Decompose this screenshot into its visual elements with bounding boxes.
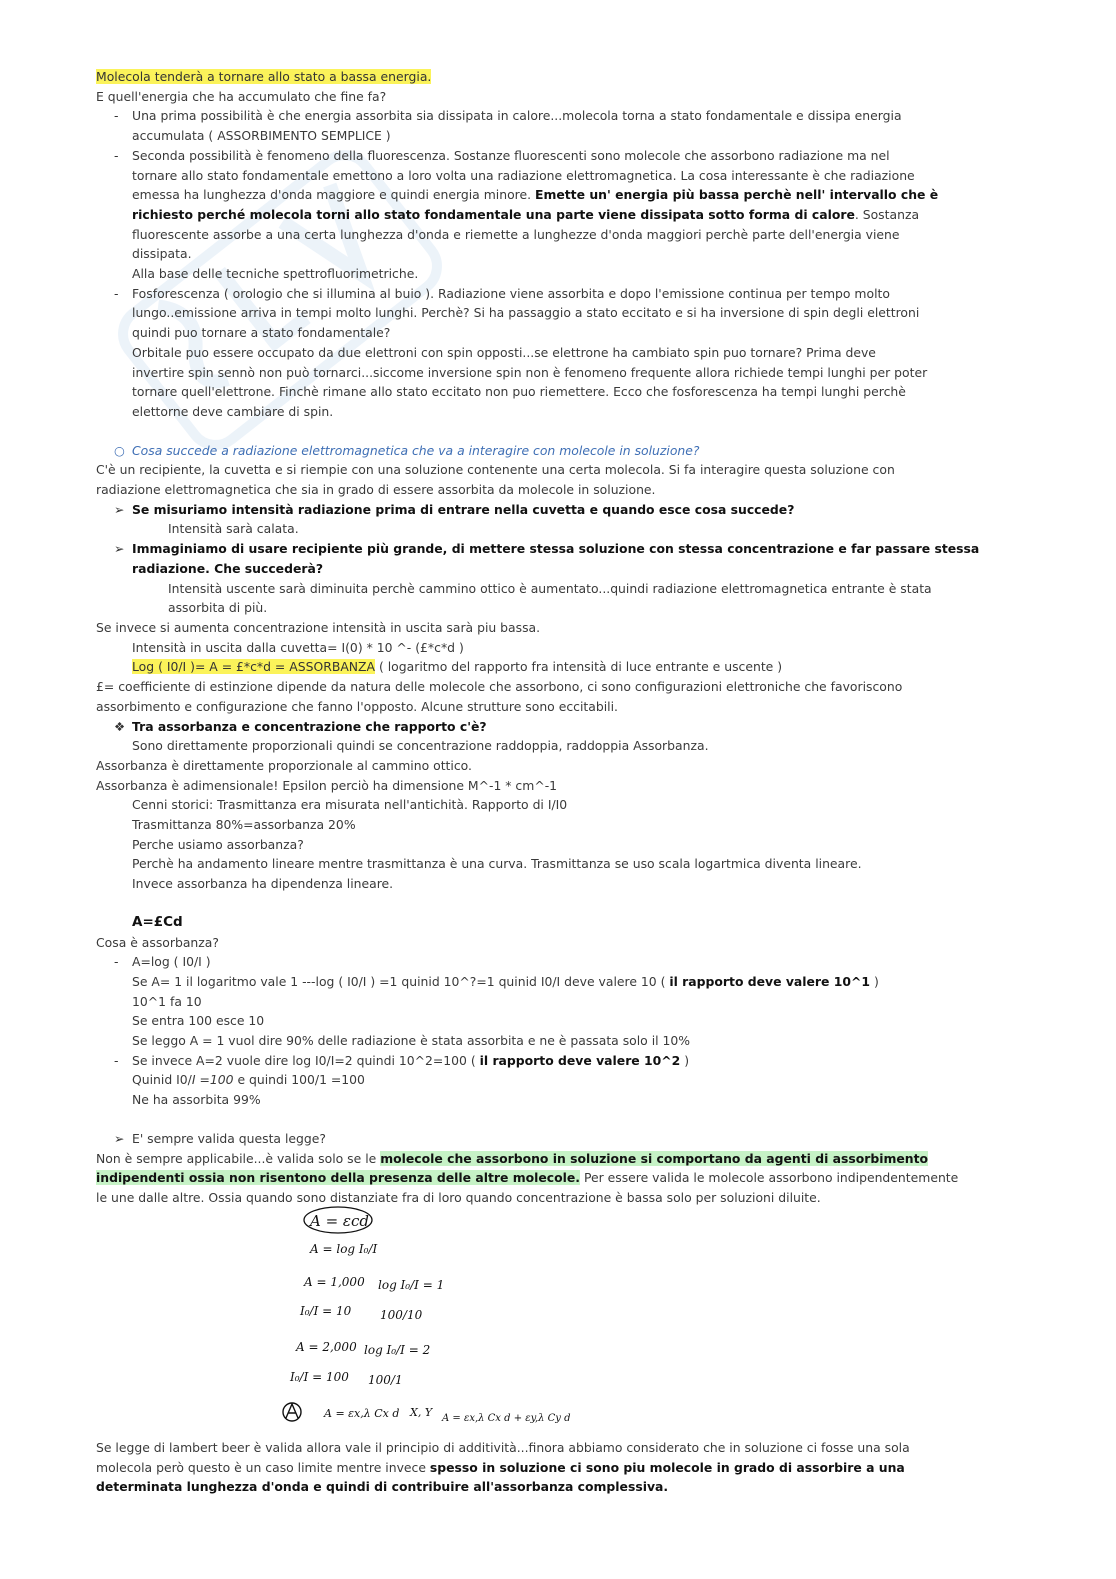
text-line: Alla base delle tecniche spettrofluorimetriche. (132, 266, 419, 282)
sub-heading (96, 441, 926, 461)
bold-question: Tra assorbanza e concentrazione che rapporto c'è? (132, 718, 487, 734)
text-line: assorbita di più. (168, 600, 268, 616)
handwritten-formula: A = log I₀/I (310, 1242, 378, 1256)
text-line: elettorne deve cambiare di spin. (132, 403, 334, 419)
handwritten-formula: A = εx,λ Cx d (324, 1407, 400, 1420)
text-span: . Sostanza (854, 206, 920, 222)
text-line: Perchè ha andamento lineare mentre trasmittanza è una curva. Trasmittanza se uso scala logartmica diventa lineare. (132, 856, 862, 872)
italic-question: Cosa succede a radiazione elettromagnetica che va a interagire con molecole in soluzione? (132, 442, 700, 458)
text-line: invertire spin sennò non può tornarci...siccome inversione spin non è fenomeno frequente allora richiede tempi lunghi per poter (132, 364, 928, 380)
diamond-bullet-icon: ❖ (114, 718, 126, 734)
list-item (96, 146, 939, 284)
arrow-bullet-icon: ➢ (114, 1130, 125, 1146)
text-span: Se invece A=2 vuole dire log I0/I=2 quindi 10^2=100 ( (132, 1052, 480, 1068)
arrow-bullet-icon: ➢ (114, 541, 125, 557)
text-line: tornare quell'elettrone. Finchè rimane allo stato eccitato non puo riemettere. Ecco che fosforescenza ha tempi lunghi perchè (132, 384, 906, 400)
list-item (96, 284, 926, 422)
text-span: molecola però questo è un caso limite mentre invece (96, 1459, 430, 1475)
bold-text: richiesto perché molecola torni allo stato fondamentale una parte viene dissipata sotto forma di calore (132, 206, 855, 222)
text-line: Sono direttamente proporzionali quindi se concentrazione raddoppia, raddoppia Assorbanza. (132, 738, 709, 754)
text-span: Se A= 1 il logaritmo vale 1 ---log ( I0/I ) =1 quinid 10^?=1 quinid I0/I deve valere 10 ( (132, 973, 670, 989)
italic-text: I =100 (191, 1072, 234, 1088)
list-item (96, 500, 926, 520)
handwritten-formula: 100/1 (368, 1373, 403, 1387)
dash-bullet-icon: - (114, 147, 119, 163)
text-line: Se invece si aumenta concentrazione intensità in uscita sarà piu bassa. (96, 619, 541, 635)
dash-bullet-icon: - (114, 285, 119, 301)
text-line: Se entra 100 esce 10 (132, 1013, 265, 1029)
closing-paragraph (96, 1438, 926, 1497)
handwritten-formula: log I₀/I = 2 (364, 1343, 431, 1357)
text-line: accumulata ( ASSORBIMENTO SEMPLICE ) (132, 128, 391, 144)
bold-text: il rapporto deve valere 10^2 (479, 1052, 681, 1068)
formula-line: Intensità in uscita dalla cuvetta= I(0) * 10 ^- (£*c*d ) (132, 639, 464, 655)
dash-bullet-icon: - (114, 1052, 119, 1068)
handwritten-formula: log I₀/I = 1 (378, 1278, 445, 1292)
handwritten-formula: X, Y (410, 1406, 433, 1419)
highlighted-bold-text: molecole che assorbono in soluzione si comportano da agenti di assorbimento (380, 1150, 929, 1166)
list-item (96, 106, 926, 145)
text-line: quindi puo tornare a stato fondamentale? (132, 325, 391, 341)
list-item (96, 1051, 926, 1110)
list-item (96, 952, 926, 1051)
handwritten-notes-image (280, 1203, 580, 1423)
text-span: ( logaritmo del rapporto fra intensità di luce entrante e uscente ) (375, 659, 783, 675)
text-line: Una prima possibilità è che energia assorbita sia dissipata in calore...molecola torna a stato fondamentale e dissipa energia (132, 108, 902, 124)
text-line: assorbimento e configurazione che fanno l'opposto. Alcune strutture sono eccitabili. (96, 698, 618, 714)
text-span: e quindi 100/1 =100 (233, 1072, 365, 1088)
text-line: 10^1 fa 10 (132, 993, 202, 1009)
text-line: radiazione elettromagnetica che sia in grado di essere assorbita da molecole in soluzione. (96, 482, 656, 498)
text-line: Trasmittanza 80%=assorbanza 20% (132, 817, 356, 833)
key-formula: A=£Cd (132, 913, 183, 930)
text-line: £= coefficiente di estinzione dipende da natura delle molecole che assorbono, ci sono configurazioni elettroniche che favoriscono (96, 679, 903, 695)
question-line: Cosa è assorbanza? (96, 934, 219, 950)
text-line: tornare allo stato fondamentale emettono a loro volta una radiazione elettromagnetica. La cosa interessante è che radiazione (132, 167, 915, 183)
text-line: Se leggo A = 1 vuol dire 90% delle radiazione è stata assorbita e ne è passata solo il 10% (132, 1033, 691, 1049)
question-energy: E quell'energia che ha accumulato che fine fa? (96, 88, 387, 104)
handwritten-formula: A = 2,000 (296, 1340, 357, 1354)
bold-text: determinata lunghezza d'onda e quindi di contribuire all'assorbanza complessiva. (96, 1479, 669, 1495)
text-line: C'è un recipiente, la cuvetta e si riempie con una soluzione contenente una certa molecola. Si fa interagire questa soluzione con (96, 462, 895, 478)
highlighted-formula: Log ( I0/I )= A = £*c*d = ASSORBANZA (132, 659, 376, 675)
text-line: Assorbanza è direttamente proporzionale al cammino ottico. (96, 757, 472, 773)
dash-bullet-icon: - (114, 954, 119, 970)
text-line: Assorbanza è adimensionale! Epsilon perciò ha dimensione M^-1 * cm^-1 (96, 777, 558, 793)
text-line: Ne ha assorbita 99% (132, 1092, 261, 1108)
bold-text: spesso in soluzione ci sono piu molecole in grado di assorbire a una (429, 1459, 905, 1475)
document-body (96, 67, 980, 1208)
text-span: Per essere valida le molecole assorbono indipendentemente (580, 1170, 959, 1186)
highlighted-sentence: Molecola tenderà a tornare allo stato a bassa energia. (96, 69, 432, 84)
bold-text: il rapporto deve valere 10^1 (669, 973, 870, 989)
list-item (96, 717, 926, 737)
text-line: Intensità uscente sarà diminuita perchè cammino ottico è aumentato...quindi radiazione elettromagnetica entrante è stata (168, 580, 932, 596)
text-line: Cenni storici: Trasmittanza era misurata nell'antichità. Rapporto di I/I0 (132, 797, 568, 813)
text-span: Quinid I0/ (132, 1072, 192, 1088)
text-line: lungo..emissione arriva in tempi molto lunghi. Perchè? Si ha passaggio a stato eccitato e si ha inversione di spin degli elettroni (132, 305, 920, 321)
dash-bullet-icon: - (114, 108, 119, 124)
bold-text: Emette un' energia più bassa perchè nell' intervallo che è (534, 187, 939, 203)
handwritten-formula: 100/10 (380, 1308, 423, 1322)
highlighted-bold-text: indipendenti ossia non risentono della presenza delle altre molecole. (96, 1170, 580, 1186)
text-line: Intensità sarà calata. (168, 521, 299, 537)
list-item (96, 539, 980, 578)
question-line: E' sempre valida questa legge? (132, 1130, 326, 1146)
text-line: fluorescente assorbe a una certa lunghezza d'onda e riemette a lunghezze d'onda maggiori perchè parte dell'energia viene (132, 226, 900, 242)
text-span: Non è sempre applicabile...è valida solo se le (96, 1150, 381, 1166)
text-line: Orbitale puo essere occupato da due elettroni con spin opposti...se elettrone ha cambiato spin puo tornare? Prima deve (132, 344, 876, 360)
text-line: Perche usiamo assorbanza? (132, 836, 304, 852)
handwritten-formula: I₀/I = 100 (290, 1370, 349, 1384)
text-line: A=log ( I0/I ) (132, 954, 211, 970)
handwritten-formula: A = εcd (310, 1212, 369, 1230)
handwritten-formula: A = 1,000 (304, 1275, 365, 1289)
circle-bullet-icon: ○ (114, 442, 125, 458)
text-line: Seconda possibilità è fenomeno della fluorescenza. Sostanze fluorescenti sono molecole che assorbono radiazione ma nel (132, 147, 890, 163)
text-line: le une dalle altre. Ossia quando sono distanziate fra di loro quando concentrazione è bassa solo per soluzioni diluite. (96, 1189, 821, 1205)
text-line: dissipata. (132, 246, 192, 262)
handwritten-formula: I₀/I = 10 (300, 1304, 352, 1318)
text-line: Invece assorbanza ha dipendenza lineare. (132, 876, 394, 892)
text-span: emessa ha lunghezza d'onda maggiore e quindi energia minore. (132, 187, 535, 203)
text-span: ) (870, 973, 879, 989)
text-span: ) (680, 1052, 690, 1068)
list-item (96, 1129, 926, 1149)
bold-question: Se misuriamo intensità radiazione prima di entrare nella cuvetta e quando esce cosa succede? (132, 501, 795, 517)
handwritten-formula: A = εx,λ Cx d + εy,λ Cy d (442, 1413, 571, 1423)
text-line: Se legge di lambert beer è valida allora vale il principio di additività...finora abbiamo considerato che in soluzione ci fosse una sola (96, 1440, 910, 1455)
arrow-bullet-icon: ➢ (114, 501, 125, 517)
bold-question: Immaginiamo di usare recipiente più grande, di mettere stessa soluzione con stessa concentrazione e far passare stessa (132, 541, 980, 557)
text-line: Fosforescenza ( orologio che si illumina al buio ). Radiazione viene assorbita e dopo l'emissione continua per tempo molto (132, 285, 890, 301)
bold-question: radiazione. Che succederà? (132, 560, 324, 576)
